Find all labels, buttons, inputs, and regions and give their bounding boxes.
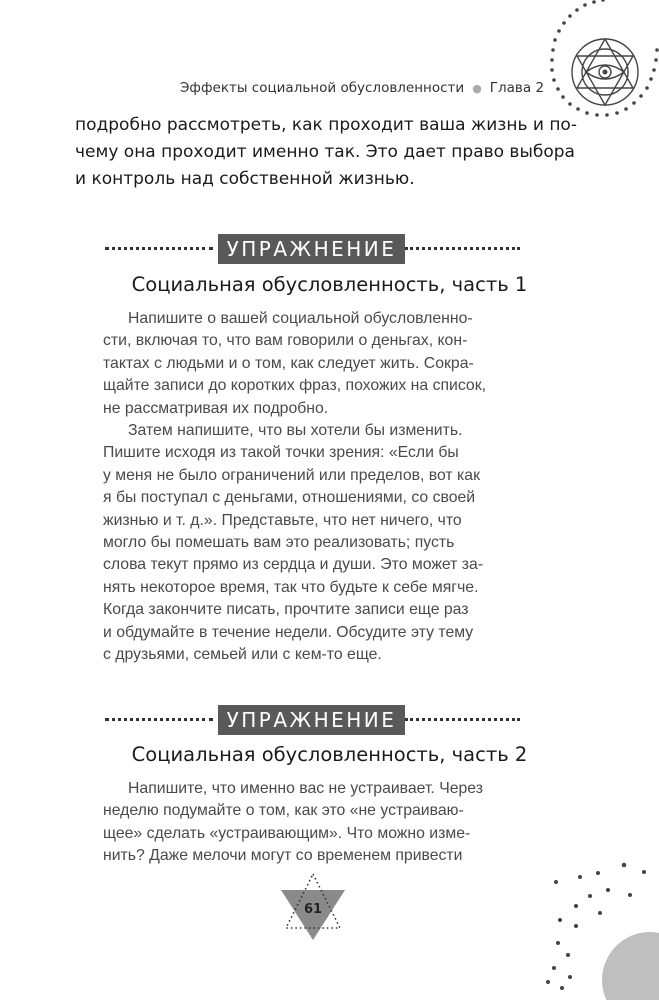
body-line: Напишите, что именно вас не устраивает. Через	[128, 780, 483, 797]
exercise-title-1: Социальная обусловленность, часть 1	[131, 273, 528, 296]
body-line: Пишите исходя из такой точки зрения: «Если бы	[103, 444, 459, 462]
exercise-banner-label: УПРАЖНЕНИЕ	[218, 234, 405, 264]
body-line: Когда закончите писать, прочтите записи еще раз	[103, 601, 469, 619]
exercise-body-2	[103, 778, 553, 868]
page-number: 61	[303, 902, 323, 917]
body-line: щее» сделать «устраивающим». Что можно изме-	[103, 824, 471, 842]
mandala-eye-ornament-icon	[540, 0, 659, 120]
header-separator-dot: ●	[472, 82, 482, 95]
body-line: Затем напишите, что вы хотели бы изменить.	[128, 422, 463, 440]
body-line: слова текут прямо из сердца и души. Это может за-	[103, 556, 484, 574]
exercise-banner-1	[105, 234, 520, 264]
body-line: я бы поступал с деньгами, отношениями, со своей	[103, 489, 476, 507]
body-line: щайте записи до коротких фраз, похожих на список,	[103, 377, 487, 395]
body-line: нить? Даже мелочи могут со временем привести	[103, 847, 463, 865]
dotted-rule-left	[105, 247, 213, 250]
body-line: у меня не было ограничений или пределов, вот как	[103, 466, 481, 484]
intro-line: чему она проходит именно так. Это дает право выбора	[75, 142, 575, 162]
chapter-label: Глава 2	[489, 80, 545, 96]
body-line: Напишите о вашей социальной обусловленно-	[128, 310, 473, 327]
body-line: тактах с людьми и о том, как следует жить. Сокра-	[103, 354, 474, 372]
body-line: жизнью и т. д.». Представьте, что нет ничего, что	[103, 511, 462, 529]
intro-line: и контроль над собственной жизнью.	[75, 169, 415, 189]
sun-disc	[602, 932, 659, 1000]
dotted-rule-right	[405, 718, 520, 721]
dotted-rule-left	[105, 718, 213, 721]
body-line: нять некоторое время, так что будьте к себе мягче.	[103, 578, 479, 596]
body-line: не рассматривая их подробно.	[103, 399, 329, 417]
sun-rays-ornament-icon	[540, 860, 659, 1000]
body-line: и обдумайте в течение недели. Обсудите эту тему	[103, 623, 474, 641]
intro-line: подробно рассмотреть, как проходит ваша жизнь и по-	[75, 115, 577, 135]
running-title: Эффекты социальной обусловленности	[180, 80, 465, 96]
body-line: с друзьями, семьей или с кем-то еще.	[103, 646, 382, 664]
exercise-banner-label: УПРАЖНЕНИЕ	[218, 705, 405, 735]
exercise-title-2: Социальная обусловленность, часть 2	[131, 743, 528, 766]
body-line: неделю подумайте о том, как это «не устраиваю-	[103, 802, 464, 820]
dotted-rule-right	[405, 247, 520, 250]
body-line: могло бы помешать вам это реализовать; пусть	[103, 534, 455, 552]
exercise-banner-2	[105, 705, 520, 735]
body-line: сти, включая то, что вам говорили о деньгах, кон-	[103, 332, 468, 350]
running-header	[180, 80, 545, 96]
exercise-body-1	[103, 308, 553, 667]
intro-paragraph	[75, 112, 585, 193]
